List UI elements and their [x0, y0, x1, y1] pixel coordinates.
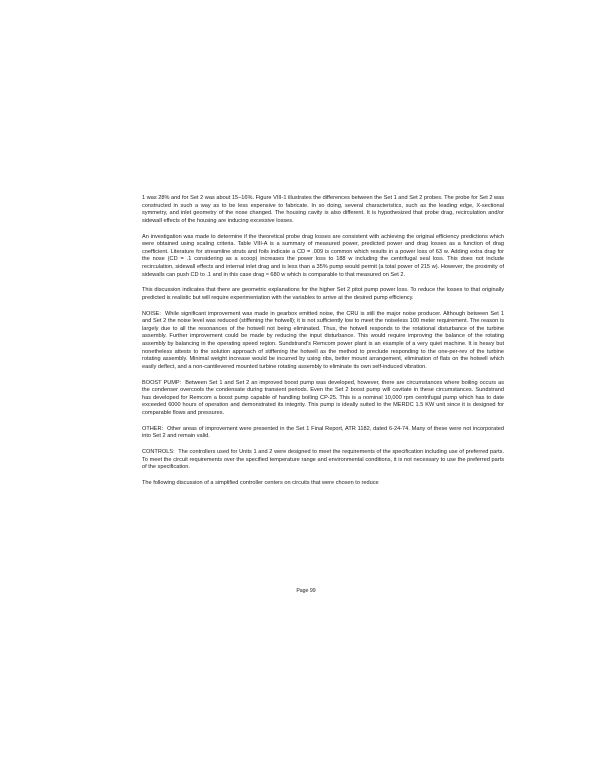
paragraph-text: While significant improvement was made in gearbox emitted noise, the CRU is still the major noise producer. Although between Set 1 and Set 2 the noise level was reduced (stiffening the hotwell); it is not sufficiently low to meet the noiseless 100 meter requirement. The reason is largely due to all the resonances of the hotwell not being eliminated. Thus, the hotwell responds to the rotational disturbance of the turbine assembly. Further improvement could be made by reducing the input disturbance. This would require improving the balance of the rotating assembly by balancing in the operating speed region. Sundstrand's Remcom power plant is an example of a very quiet machine. It is heavy but nonetheless attests to the solution approach of stiffening the hotwell as the method to preclude responding to the one-per-rev of the turbine rotating assembly. Minimal weight increase would be incurred by using ribs, better mount arrangement, elimination of flats on the hotwell which easily deflect, and a non-cantilevered mounted turbine rotating assembly to eliminate its own self-induced vibration. — [142, 310, 504, 370]
section-heading-other: OTHER: — [142, 425, 164, 432]
paragraph-text: The following discussion of a simplified controller centers on circuits that were chosen to reduce — [142, 480, 379, 487]
paragraph-boost-pump — [142, 380, 504, 418]
section-heading-boost-pump: BOOST PUMP: — [142, 379, 182, 386]
section-heading-controls: CONTROLS: — [142, 449, 175, 456]
paragraph-controls — [142, 449, 504, 472]
paragraph-text: 1 was 28% and for Set 2 was about 15–16%. Figure VIII-1 illustrates the differences between the Set 1 and Set 2 probes. The probe for Set 2 was constructed in such a way as to be less expensive to fabricate. In so doing, several characteristics, such as the leading edge, X-sectional symmetry, and inlet geometry of the nose changed. The housing cavity is also different. It is hypothesized that probe drag, recirculation and/or sidewall effects of the housing are inducing excessive losses. — [142, 195, 504, 224]
paragraph-text: The controllers used for Units 1 and 2 were designed to meet the requirements of the specification including use of preferred parts. To meet the circuit requirements over the specified temperature range and environmental conditions, it is not necessary to use the preferred parts of the specification. — [142, 449, 505, 471]
body-text — [142, 195, 504, 496]
paragraph-drag-investigation — [142, 234, 504, 280]
paragraph-discussion — [142, 287, 504, 302]
paragraph-noise — [142, 311, 504, 372]
paragraph-text: An investigation was made to determine if the theoretical probe drag losses are consistent with achieving the original efficiency predictions which were obtained using scaling criteria. Table VIII-A is a summary of measured power, predicted power and drag losses as a function of drag coefficient. Literature for streamline struts and foils indicate a CD = .009 is common which results in a power loss of 63 w. Adding extra drag for the nose (CD = .1 considering as a scoop) increases the power loss to 188 w including the centrifugal seal loss. This does not include recirculation, sidewall effects and internal inlet drag and is less than a 35% pump would permit (a total power of 215 w). However, the proximity of sidewalls can push CD to .1 and in this case drag ≈ 680 w which is comparable to that measured on Set 2. — [142, 233, 504, 278]
page-number: Page 99 — [296, 588, 316, 594]
paragraph-controller-intro — [142, 480, 504, 488]
paragraph-probe-losses — [142, 195, 504, 225]
paragraph-text: Between Set 1 and Set 2 an improved boost pump was developed, however, there are circumstances where boiling occurs as the condenser overcools the condensate during transient periods. Even the Set 2 boost pump will cavitate in these circumstances. Sundstrand has developed for Remcom a boost pump capable of handling boiling CP-25. This is a nominal 10,000 rpm centrifugal pump which has to date exceeded 6000 hours of operation and demonstrated its integrity. This pump is ideally suited to the MERDC 1.5 KW unit since it is designed for comparable flows and pressures. — [142, 379, 505, 416]
paragraph-text: Other areas of improvement were presented in the Set 1 Final Report, ATR 1182, dated 6-24-74. Many of these were not incorporated into Set 2 and remain valid. — [142, 425, 504, 440]
section-heading-noise: NOISE: — [142, 310, 161, 317]
paragraph-other — [142, 426, 504, 441]
paragraph-text: This discussion indicates that there are geometric explanations for the higher Set 2 pitot pump power loss. To reduce the losses to that originally predicted is realistic but will require experimentation with the variables to arrive at the desired pump efficiency. — [142, 287, 504, 301]
